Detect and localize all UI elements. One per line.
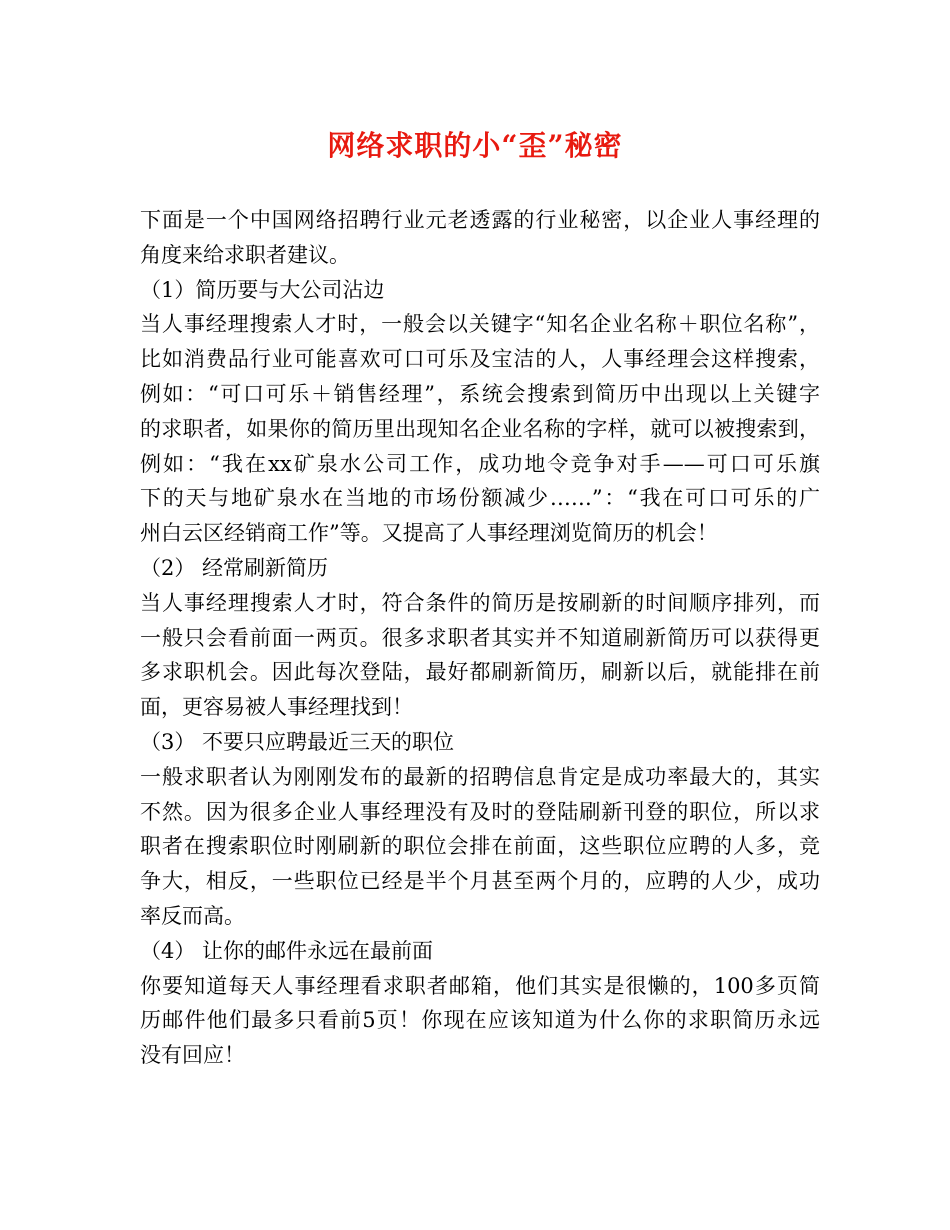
text-line: 的求职者，如果你的简历里出现知名企业名称的字样，就可以被搜索到，: [140, 416, 820, 441]
text-line: 当人事经理搜索人才时，符合条件的简历是按刷新的时间顺序排列，而: [140, 590, 820, 615]
document-body: [140, 203, 820, 1073]
text-line: 多求职机会。因此每次登陆，最好都刷新简历，刷新以后，就能排在前: [140, 660, 820, 685]
text-line: 例如：“我在xx矿泉水公司工作，成功地令竞争对手——可口可乐旗: [140, 451, 820, 476]
text-line: 一般只会看前面一两页。很多求职者其实并不知道刷新简历可以获得更: [140, 625, 820, 650]
text-line: 比如消费品行业可能喜欢可口可乐及宝洁的人，人事经理会这样搜索，: [140, 347, 820, 372]
text-line: （1）简历要与大公司沾边: [140, 277, 385, 302]
text-line: 历邮件他们最多只看前5页！你现在应该知道为什么你的求职简历永远: [140, 1008, 820, 1033]
text-line: （4） 让你的邮件永远在最前面: [140, 938, 434, 963]
text-line: 下面是一个中国网络招聘行业元老透露的行业秘密，以企业人事经理的: [140, 208, 820, 232]
text-line: 角度来给求职者建议。: [140, 242, 350, 267]
text-line: 州白云区经销商工作”等。又提高了人事经理浏览简历的机会！: [140, 521, 718, 546]
text-line: 你要知道每天人事经理看求职者邮箱，他们其实是很懒的，100多页简: [140, 973, 820, 998]
text-line: 率反而高。: [140, 903, 245, 928]
text-line: 下的天与地矿泉水在当地的市场份额减少……”：“我在可口可乐的广: [140, 486, 820, 511]
text-line: 争大，相反，一些职位已经是半个月甚至两个月的，应聘的人少，成功: [140, 869, 820, 894]
text-line: （2） 经常刷新简历: [140, 555, 329, 580]
text-line: 不然。因为很多企业人事经理没有及时的登陆刷新刊登的职位，所以求: [140, 799, 820, 824]
page-title: 网络求职的小“歪”秘密: [327, 129, 623, 162]
text-line: 职者在搜索职位时刚刷新的职位会排在前面，这些职位应聘的人多，竞: [140, 834, 820, 859]
text-line: 例如：“可口可乐＋销售经理”，系统会搜索到简历中出现以上关键字: [140, 381, 820, 406]
text-line: （3） 不要只应聘最近三天的职位: [140, 729, 455, 754]
text-line: 面，更容易被人事经理找到！: [140, 695, 413, 720]
text-line: 没有回应！: [140, 1043, 245, 1068]
text-line: 一般求职者认为刚刚发布的最新的招聘信息肯定是成功率最大的，其实: [140, 764, 820, 789]
text-line: 当人事经理搜索人才时，一般会以关键字“知名企业名称＋职位名称”，: [140, 312, 820, 337]
